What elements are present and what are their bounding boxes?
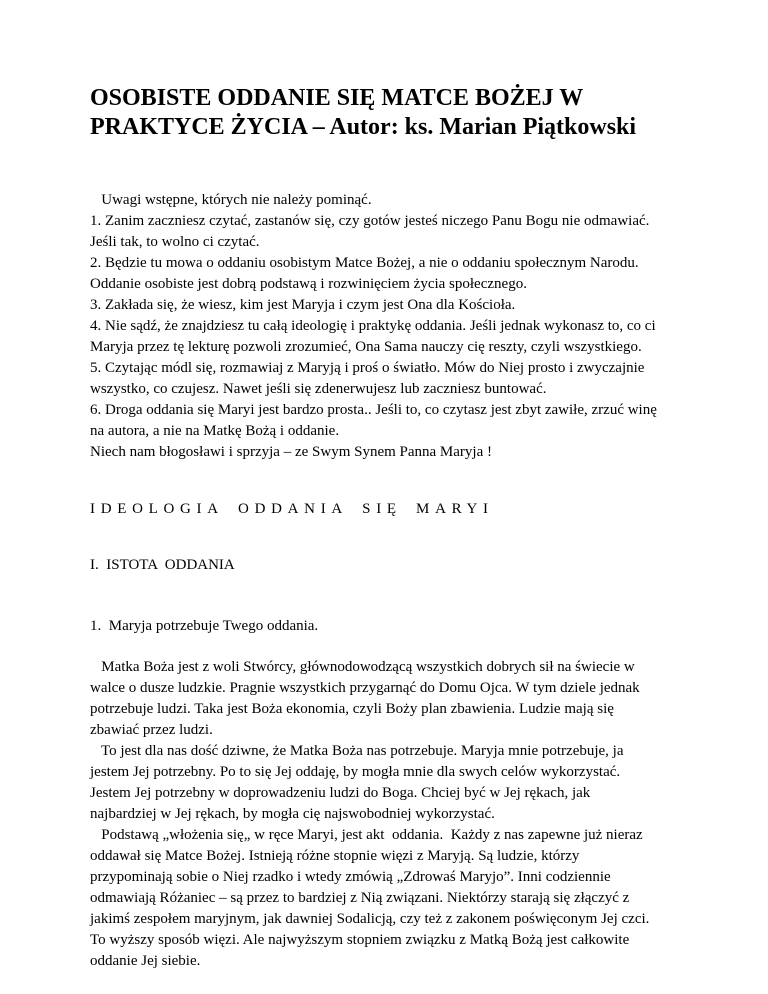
- document-title: [90, 84, 730, 142]
- body-line: To wyższy sposób więzi. Ale najwyższym stopniem związku z Matką Bożą jest całkowite: [90, 932, 630, 948]
- body-line: oddawał się Matce Bożej. Istnieją różne stopnie więzi z Maryją. Są ludzie, którzy: [90, 848, 580, 864]
- subheading: 1. Maryja potrzebuje Twego oddania.: [90, 618, 319, 634]
- body-line: oddanie Jej siebie.: [90, 953, 201, 969]
- intro-line: 1. Zanim zaczniesz czytać, zastanów się, czy gotów jesteś niczego Panu Bogu nie odmawiać.: [90, 213, 650, 229]
- intro-line: 5. Czytając módl się, rozmawiaj z Maryją i proś o światło. Mów do Niej prosto i zwyczajnie: [90, 360, 645, 376]
- title-line-2: PRAKTYCE ŻYCIA – Autor: ks. Marian Piątkowski: [90, 114, 637, 140]
- section-heading-word: SIĘ: [362, 501, 402, 517]
- body-line: jakimś zespołem maryjnym, jak dawniej Sodalicją, czy też z zakonem poświęconym Jej czci.: [90, 911, 650, 927]
- body-paragraphs: [90, 657, 730, 972]
- body-line: zbawiać przez ludzi.: [90, 722, 213, 738]
- section-heading: [90, 499, 730, 520]
- intro-notes: [90, 190, 730, 463]
- intro-line: Maryja przez tę lekturę pozwoli zrozumieć, Ona Sama nauczy cię reszty, czyli wszystkiego.: [90, 339, 642, 355]
- body-line: najbardziej w Jej rękach, by mogła cię najswobodniej wykorzystać.: [90, 806, 495, 822]
- section-heading-word: MARYI: [416, 501, 494, 517]
- section-heading-word: IDEOLOGIA: [90, 501, 224, 517]
- intro-line: wszystko, co czujesz. Nawet jeśli się zdenerwujesz lub zaczniesz buntować.: [90, 381, 547, 397]
- section-heading-word: ODDANIA: [238, 501, 348, 517]
- intro-line: 3. Zakłada się, że wiesz, kim jest Maryja i czym jest Ona dla Kościoła.: [90, 297, 516, 313]
- intro-line: Jeśli tak, to wolno ci czytać.: [90, 234, 260, 250]
- body-line: Podstawą „włożenia się„ w ręce Maryi, jest akt oddania. Każdy z nas zapewne już nieraz: [90, 827, 643, 843]
- intro-line: na autora, a nie na Matkę Bożą i oddanie.: [90, 423, 340, 439]
- title-line-1: OSOBISTE ODDANIE SIĘ MATCE BOŻEJ W: [90, 85, 584, 111]
- body-line: odmawiają Różaniec – są przez to bardziej z Nią związani. Niektórzy starają się złączyć z: [90, 890, 630, 906]
- body-line: potrzebuje ludzi. Taka jest Boża ekonomia, czyli Boży plan zbawienia. Ludzie mają się: [90, 701, 614, 717]
- document-page: [90, 84, 730, 972]
- intro-line: Oddanie osobiste jest dobrą podstawą i rozwinięciem życia społecznego.: [90, 276, 527, 292]
- part-heading: I. ISTOTA ODDANIA: [90, 557, 235, 573]
- body-line: przypominają sobie o Niej rzadko i wtedy zmówią „Zdrowaś Maryjo”. Inni codziennie: [90, 869, 611, 885]
- body-line: jestem Jej potrzebny. Po to się Jej oddaję, by mogła mnie dla swych celów wykorzystać.: [90, 764, 621, 780]
- intro-line: Niech nam błogosławi i sprzyja – ze Swym Synem Panna Maryja !: [90, 444, 492, 460]
- intro-line: 6. Droga oddania się Maryi jest bardzo prosta.. Jeśli to, co czytasz jest zbyt zawiłe, zrzuć winę: [90, 402, 657, 418]
- body-line: walce o dusze ludzkie. Pragnie wszystkich przygarnąć do Domu Ojca. W tym dziele jednak: [90, 680, 640, 696]
- body-line: To jest dla nas dość dziwne, że Matka Boża nas potrzebuje. Maryja mnie potrzebuje, ja: [90, 743, 624, 759]
- intro-line: 2. Będzie tu mowa o oddaniu osobistym Matce Bożej, a nie o oddaniu społecznym Narodu.: [90, 255, 639, 271]
- intro-line: Uwagi wstępne, których nie należy pominąć.: [90, 192, 372, 208]
- intro-line: 4. Nie sądź, że znajdziesz tu całą ideologię i praktykę oddania. Jeśli jednak wykonasz to, co ci: [90, 318, 656, 334]
- body-line: Jestem Jej potrzebny w doprowadzeniu ludzi do Boga. Chciej być w Jej rękach, jak: [90, 785, 591, 801]
- body-line: Matka Boża jest z woli Stwórcy, głównodowodzącą wszystkich dobrych sił na świecie w: [90, 659, 635, 675]
